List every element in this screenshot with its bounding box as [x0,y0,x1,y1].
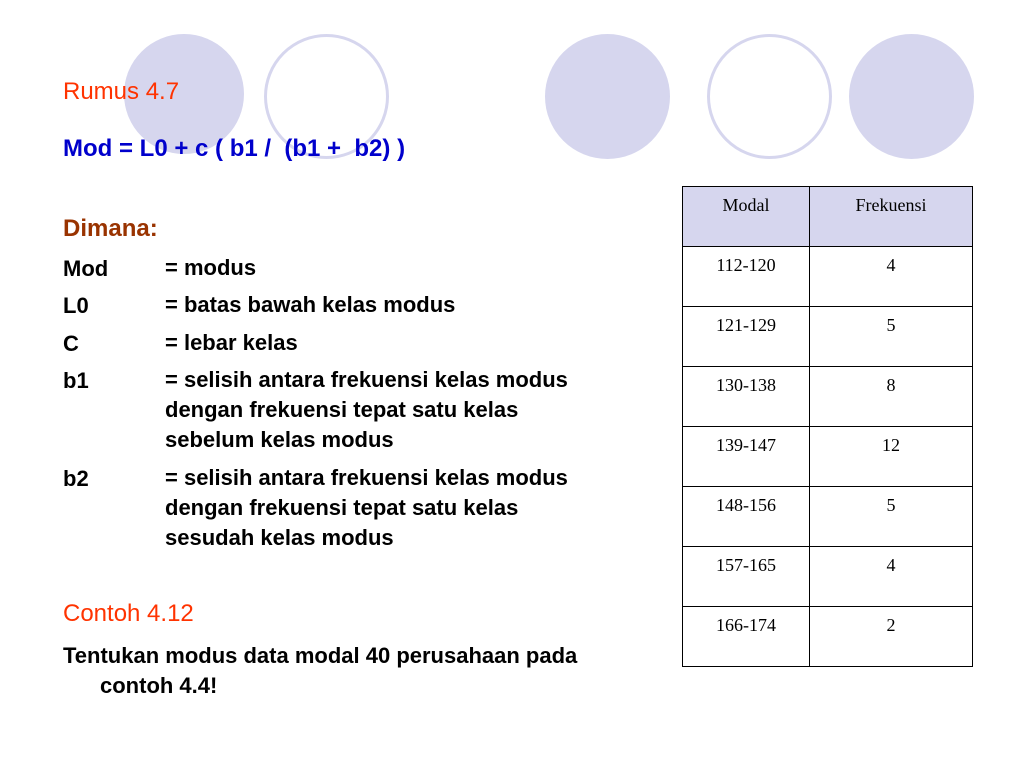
table-header-frekuensi: Frekuensi [810,187,973,247]
table-row [683,427,973,487]
table-row [683,607,973,667]
definition-term-mod: Mod [63,256,109,281]
table-cell-frekuensi: 8 [810,367,973,427]
contoh-title: Contoh 4.12 [63,600,194,627]
definition-desc-b1: = selisih antara frekuensi kelas modus dengan frekuensi tepat satu kelas sebelum kelas modus [165,367,568,452]
table-row [683,367,973,427]
contoh-text: Tentukan modus data modal 40 perusahaan pada contoh 4.4! [63,643,578,698]
table-cell-frekuensi: 5 [810,487,973,547]
table-row [683,487,973,547]
rumus-title: Rumus 4.7 [63,78,180,105]
decor-circle-filled [849,34,974,159]
table-row [683,307,973,367]
definition-desc-mod: = modus [165,255,257,280]
definition-desc-b2: = selisih antara frekuensi kelas modus dengan frekuensi tepat satu kelas sesudah kelas modus [165,465,568,550]
definition-term-b1: b1 [63,368,89,393]
decor-circle-filled [545,34,670,159]
table-row [683,547,973,607]
table-header-modal: Modal [683,187,810,247]
table-cell-frekuensi: 5 [810,307,973,367]
table-cell-frekuensi: 4 [810,247,973,307]
definition-desc-l0: = batas bawah kelas modus [165,292,456,317]
decor-circle-ring [707,34,832,159]
table-cell-modal: 139-147 [683,427,810,487]
definition-term-l0: L0 [63,293,89,318]
definition-term-c: C [63,331,79,356]
table-header-row [683,187,973,247]
table-cell-modal: 148-156 [683,487,810,547]
table-cell-modal: 166-174 [683,607,810,667]
table-cell-modal: 157-165 [683,547,810,607]
table-cell-frekuensi: 12 [810,427,973,487]
table-cell-modal: 130-138 [683,367,810,427]
table-row [683,247,973,307]
modal-frequency-table [682,186,973,667]
table-cell-frekuensi: 4 [810,547,973,607]
dimana-label: Dimana: [63,215,158,242]
definition-desc-c: = lebar kelas [165,330,298,355]
table-cell-frekuensi: 2 [810,607,973,667]
mode-formula: Mod = L0 + c ( b1 / (b1 + b2) ) [63,135,406,162]
table-cell-modal: 112-120 [683,247,810,307]
definition-term-b2: b2 [63,466,89,491]
table-cell-modal: 121-129 [683,307,810,367]
